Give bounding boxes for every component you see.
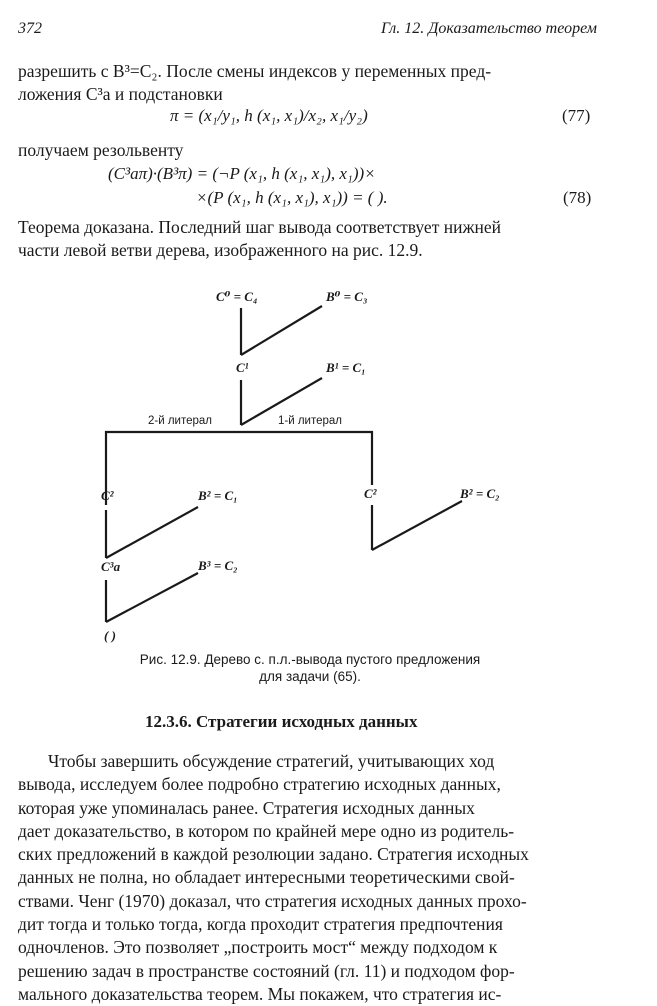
tree-edge [241, 306, 322, 355]
paragraph-resolvent: получаем резольвенту [18, 140, 184, 160]
page-header [18, 20, 597, 44]
text-line: ских предложений в каждой резолюции задано. Стратегия исходных [18, 844, 529, 865]
tree-edge [372, 501, 462, 550]
text-line: данных не полна, но обладает интересными теоретическими свой- [18, 867, 515, 888]
equation-77-number: (77) [562, 106, 591, 125]
section-heading: 12.3.6. Стратегии исходных данных [145, 712, 418, 731]
text-line: разрешить с B³=C₂. После смены индексов у переменных пред- [18, 61, 492, 81]
caption-line: Рис. 12.9. Дерево с. п.л.-вывода пустого предложения [139, 652, 481, 667]
text-line: Теорема доказана. Последний шаг вывода соответствует нижней [18, 217, 502, 237]
node-b2-right: B² = C₂ [460, 486, 500, 501]
node-c2-left: C² [101, 488, 114, 503]
node-b2-left: B² = C₁ [198, 488, 238, 503]
equation-78-number: (78) [563, 188, 592, 207]
node-c1: C¹ [236, 360, 249, 375]
equation-78-line2: ×(P (x₁, h (x₁, x₁), x₁)) = ( ). [196, 188, 388, 207]
running-head: Гл. 12. Доказательство теорем [381, 20, 597, 37]
paragraph-source-strategy [18, 750, 594, 1006]
text-line: которая уже упоминалась ранее. Стратегия исходных данных [18, 797, 475, 818]
node-b0: B⁰ = C₃ [326, 289, 368, 304]
text-line: мального доказательства теорем. Мы покажем, что стратегия ис- [18, 983, 502, 1004]
text-line: дает доказательство, в котором по крайней мере одно из родитель- [18, 820, 515, 841]
tree-edge [106, 432, 372, 505]
text-line: ложения C³a и подстановки [18, 84, 223, 104]
equation-77: π = (x₁/y₁, h (x₁, x₁)/x₂, x₁/y₂) [170, 106, 368, 125]
equation-78-line1: (C³aπ)·(B³π) = (¬P (x₁, h (x₁, x₁), x₁))× [108, 164, 376, 183]
text-line: вывода, исследуем более подробно стратегию исходных данных, [18, 774, 501, 795]
node-c3a: C³a [101, 559, 121, 574]
text-line: одночленов. Это позволяет „построить мост“ между подходом к [18, 937, 498, 958]
page-number: 372 [18, 20, 42, 37]
tree-edge [106, 507, 198, 558]
text-line: ствами. Ченг (1970) доказал, что стратегия исходных данных прохо- [18, 890, 527, 911]
node-b1: B¹ = C₁ [326, 360, 366, 375]
node-b3: B³ = C₂ [198, 558, 238, 573]
node-empty-clause: ( ) [104, 628, 116, 643]
text-line: Чтобы завершить обсуждение стратегий, учитывающих ход [48, 751, 495, 771]
tree-edge [106, 573, 198, 622]
text-line: части левой ветви дерева, изображенного на рис. 12.9. [18, 240, 423, 260]
caption-line: для задачи (65). [259, 669, 361, 684]
node-c2-right: C² [364, 486, 377, 501]
text-line: дит тогда и только тогда, когда проходит стратегия предпочтения [18, 914, 503, 935]
label-second-literal: 2-й литерал [148, 415, 213, 427]
text-line: решению задач в пространстве состояний (гл. 11) и подходом фор- [18, 960, 515, 981]
label-first-literal: 1-й литерал [278, 415, 343, 427]
figure-caption [100, 651, 520, 685]
node-c0: C⁰ = C₄ [216, 289, 258, 304]
resolution-tree-figure [0, 280, 657, 650]
paragraph-theorem-proved [18, 216, 596, 262]
paragraph-intro [18, 60, 594, 106]
tree-edges [106, 306, 462, 622]
